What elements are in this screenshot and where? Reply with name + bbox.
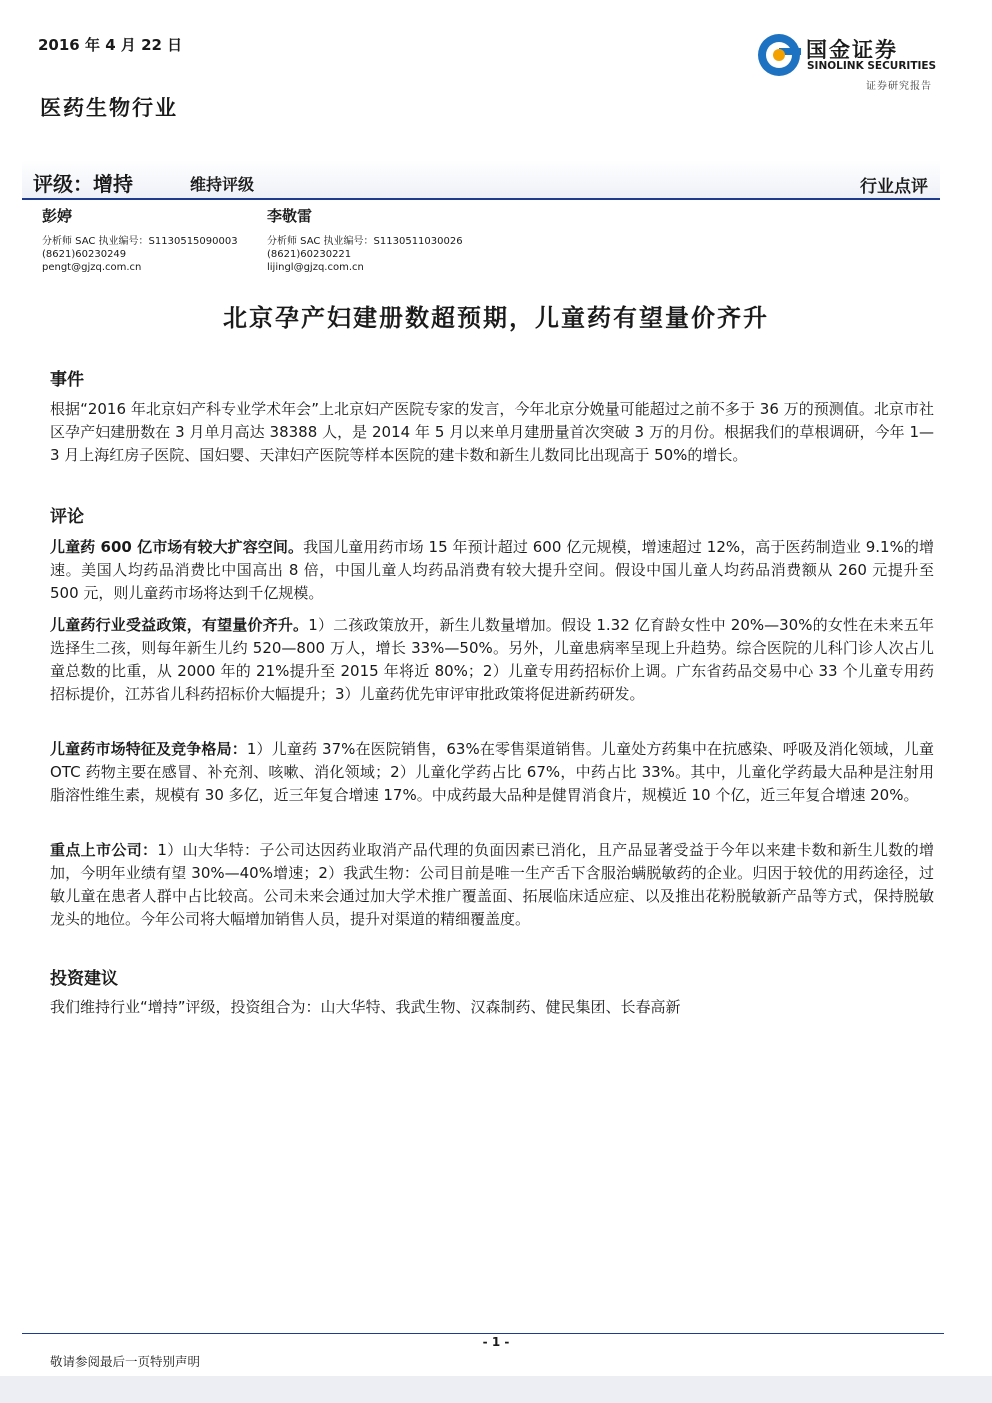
disclaimer-text: 敬请参阅最后一页特别声明: [50, 1354, 201, 1369]
paragraph-lead: 儿童药市场特征及竞争格局：: [50, 740, 247, 758]
section-heading-comment: 评论: [50, 507, 84, 527]
analyst-license: 分析师 SAC 执业编号：S1130515090003: [42, 236, 238, 247]
analyst-email[interactable]: lijingl@gjzq.com.cn: [267, 262, 364, 273]
sinolink-logo-icon: [756, 32, 802, 78]
analyst-phone: (8621)60230221: [267, 249, 352, 260]
section-heading-event: 事件: [50, 370, 84, 390]
logo-name-cn: 国金证券: [806, 38, 898, 62]
page-number: - 1 -: [482, 1335, 510, 1349]
footer-divider: [22, 1333, 944, 1334]
advice-paragraph: 我们维持行业“增持”评级，投资组合为：山大华特、我武生物、汉森制药、健民集团、长春高新: [50, 998, 681, 1016]
industry-name: 医药生物行业: [40, 95, 178, 120]
paragraph-lead: 儿童药行业受益政策，有望量价齐升。: [50, 616, 309, 634]
paragraph-body: 1）二孩政策放开，新生儿数量增加。假设 1.32 亿育龄女性中 20%—30%的女性在未来五年选择生二孩，则每年新生儿约 520—800 万人，增长 33%—50%。另外，儿童患病率呈现上升趋势。综合医院的儿科门诊人次占儿童总数的比重，从 2000 年的 21%提升至 2015 年将近 80%；2）儿童专用药招标价上调。广东省药品交易中心 33 个儿童专用药招标提价，江苏省儿科药招标价大幅提升；3）儿童药优先审评审批政策将促进新药研发。: [50, 616, 934, 703]
comment-paragraph-market: [50, 536, 934, 605]
analyst-name: 彭婷: [42, 207, 73, 225]
comment-paragraph-competition: [50, 738, 934, 807]
section-heading-advice: 投资建议: [50, 969, 118, 989]
rating-label: 评级：增持: [33, 172, 133, 196]
company-logo: [756, 32, 946, 92]
analyst-license: 分析师 SAC 执业编号：S1130511030026: [267, 236, 463, 247]
report-type: 行业点评: [860, 177, 928, 197]
logo-subtitle: 证券研究报告: [866, 81, 932, 92]
rating-maintain: 维持评级: [190, 175, 255, 194]
paragraph-body: 1）儿童药 37%在医院销售，63%在零售渠道销售。儿童处方药集中在抗感染、呼吸及消化领域，儿童 OTC 药物主要在感冒、补充剂、咳嗽、消化领域；2）儿童化学药占比 67%，中药占比 33%。其中，儿童化学药最大品种是注射用脂溶性维生素，规模有 30 多亿，近三年复合增速 17%。中成药最大品种是健胃消食片，规模近 10 个亿，近三年复合增速 20%。: [50, 740, 934, 804]
analyst-phone: (8621)60230249: [42, 249, 127, 260]
report-title: 北京孕产妇建册数超预期，儿童药有望量价齐升: [223, 303, 769, 332]
paragraph-body: 1）山大华特：子公司达因药业取消产品代理的负面因素已消化，且产品显著受益于今年以来建卡数和新生儿数的增加，今明年业绩有望 30%—40%增速；2）我武生物：公司目前是唯一生产舌下含服治螨脱敏药的企业。归因于较优的用药途径，过敏儿童在患者人群中占比较高。公司未来会通过加大学术推广覆盖面、拓展临床适应症、以及推出花粉脱敏新产品等方式，保持脱敏龙头的地位。今年公司将大幅增加销售人员，提升对渠道的精细覆盖度。: [50, 841, 934, 928]
paragraph-lead: 重点上市公司：: [50, 841, 158, 859]
analyst-email[interactable]: pengt@gjzq.com.cn: [42, 262, 142, 273]
report-date: 2016 年 4 月 22 日: [38, 36, 183, 54]
rating-bar: [22, 160, 940, 200]
analyst-card: [42, 207, 238, 274]
logo-name-en: SINOLINK SECURITIES: [807, 60, 937, 72]
bottom-bar: [0, 1376, 992, 1403]
comment-paragraph-companies: [50, 839, 934, 931]
analyst-card: [267, 207, 463, 274]
paragraph-body: 我国儿童用药市场 15 年预计超过 600 亿元规模，增速超过 12%，高于医药制造业 9.1%的增速。美国人均药品消费比中国高出 8 倍，中国儿童人均药品消费有较大提升空间。假设中国儿童人均药品消费额从 260 元提升至 500 元，则儿童药市场将达到千亿规模。: [50, 538, 934, 602]
paragraph-lead: 儿童药 600 亿市场有较大扩容空间。: [50, 538, 304, 556]
analyst-name: 李敬雷: [267, 207, 313, 225]
event-paragraph: 根据“2016 年北京妇产科专业学术年会”上北京妇产医院专家的发言，今年北京分娩量可能超过之前不多于 36 万的预测值。北京市社区孕产妇建册数在 3 月单月高达 38388 人，是 2014 年 5 月以来单月建册量首次突破 3 万的月份。根据我们的草根调研，今年 1—3 月上海红房子医院、国妇婴、天津妇产医院等样本医院的建卡数和新生儿数同比出现高于 50%的增长。: [50, 400, 934, 464]
comment-paragraph-policy: [50, 614, 934, 706]
